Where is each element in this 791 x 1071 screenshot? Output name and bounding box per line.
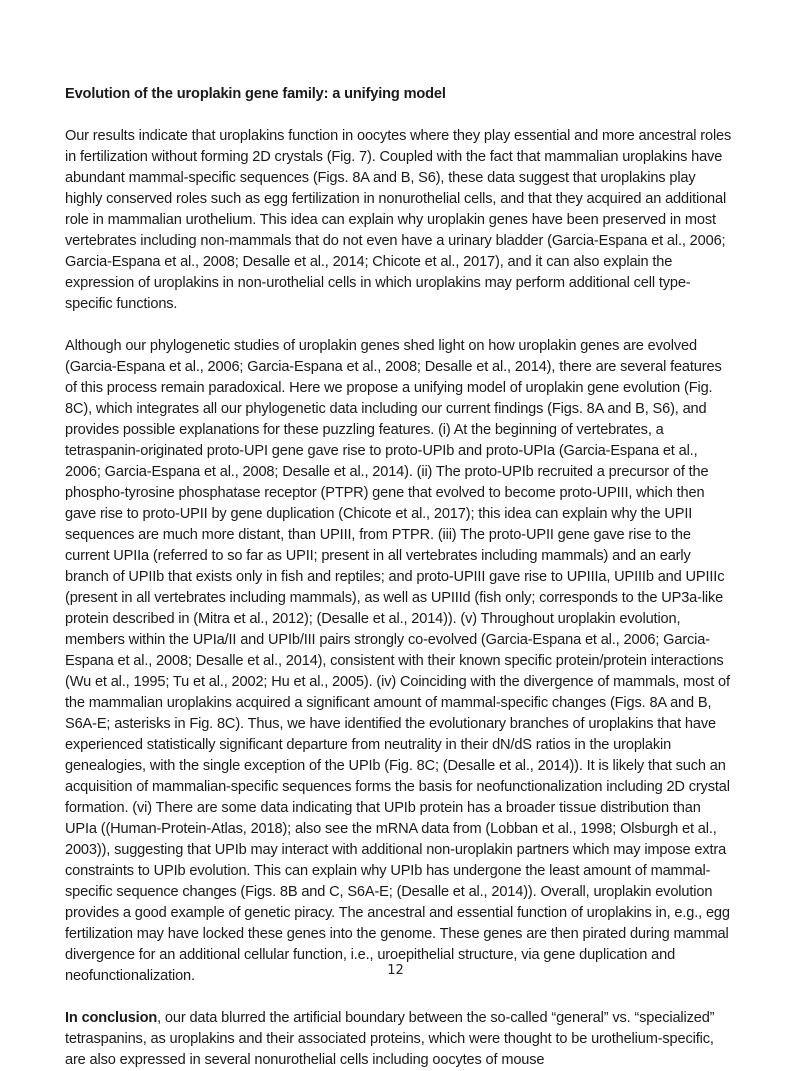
page-number: 12 bbox=[387, 963, 404, 978]
conclusion-paragraph bbox=[65, 1008, 733, 1071]
conclusion-text: , our data blurred the artificial boundary between the so-called “general” vs. “specialized” tetraspanins, as uroplakins and their associated proteins, which were thought to be urothelium-specific, are also expressed in several nonurothelial cells including oocytes of mouse bbox=[65, 1010, 715, 1068]
body-paragraph-2: Although our phylogenetic studies of uroplakin genes shed light on how uroplakin genes are evolved (Garcia-Espana et al., 2006; Garcia-Espana et al., 2008; Desalle et al., 2014), there are several features of this process remain paradoxical. Here we propose a unifying model of uroplakin gene evolution (Fig. 8C), which integrates all our phylogenetic data including our current findings (Figs. 8A and B, S6), and provides possible explanations for these puzzling features. (i) At the beginning of vertebrates, a tetraspanin-originated proto-UPI gene gave rise to proto-UPIb and proto-UPIa (Garcia-Espana et al., 2006; Garcia-Espana et al., 2008; Desalle et al., 2014). (ii) The proto-UPIb recruited a precursor of the phospho-tyrosine phosphatase receptor (PTPR) gene that evolved to become proto-UPIII, which then gave rise to proto-UPII by gene duplication (Chicote et al., 2017); this idea can explain why the UPII sequences are much more distant, than UPIII, from PTPR. (iii) The proto-UPII gene gave rise to the current UPIIa (referred to so far as UPII; present in all vertebrates including mammals) and an early branch of UPIIb that exists only in fish and reptiles; and proto-UPIII gave rise to UPIIIa, UPIIIb and UPIIIc (present in all vertebrates including mammals), as well as UPIIId (fish only; corresponds to the UP3a-like protein described in (Mitra et al., 2012); (Desalle et al., 2014)). (v) Throughout uroplakin evolution, members within the UPIa/II and UPIb/III pairs strongly co-evolved (Garcia-Espana et al., 2006; Garcia-Espana et al., 2008; Desalle et al., 2014), consistent with their known specific protein/protein interactions (Wu et al., 1995; Tu et al., 2002; Hu et al., 2005). (iv) Coinciding with the divergence of mammals, most of the mammalian uroplakins acquired a significant amount of mammal-specific changes (Figs. 8A and B, S6A-E; asterisks in Fig. 8C). Thus, we have identified the evolutionary branches of uroplakins that have experienced statistically significant departure from neutrality in their dN/dS ratios in the uroplakin genealogies, with the single exception of the UPIb (Fig. 8C; (Desalle et al., 2014)). It is likely that such an acquisition of mammalian-specific sequences forms the basis for neofunctionalization including 2D crystal formation. (vi) There are some data indicating that UPIb protein has a broader tissue distribution than UPIa ((Human-Protein-Atlas, 2018); also see the mRNA data from (Lobban et al., 1998; Olsburgh et al., 2003)), suggesting that UPIb may interact with additional non-uroplakin partners which may impose extra constraints to UPIb evolution. This can explain why UPIb has undergone the least amount of mammal-specific sequence changes (Figs. 8B and C, S6A-E; (Desalle et al., 2014)). Overall, uroplakin evolution provides a good example of genetic piracy. The ancestral and essential function of uroplakins in, e.g., egg fertilization may have locked these genes into the genome. These genes are then pirated during mammal divergence for an additional cellular function, i.e., uroepithelial structure, via gene duplication and neofunctionalization. bbox=[65, 338, 730, 984]
document-page bbox=[65, 84, 733, 1071]
section-heading: Evolution of the uroplakin gene family: a unifying model bbox=[65, 86, 446, 102]
conclusion-lead: In conclusion bbox=[65, 1010, 158, 1026]
body-paragraph-1: Our results indicate that uroplakins function in oocytes where they play essential and more ancestral roles in fertilization without forming 2D crystals (Fig. 7). Coupled with the fact that mammalian uroplakins have abundant mammal-specific sequences (Figs. 8A and B, S6), these data suggest that uroplakins play highly conserved roles such as egg fertilization in nonurothelial cells, and that they acquired an additional role in mammalian urothelium. This idea can explain why uroplakin genes have been preserved in most vertebrates including non-mammals that do not even have a urinary bladder (Garcia-Espana et al., 2006; Garcia-Espana et al., 2008; Desalle et al., 2014; Chicote et al., 2017), and it can also explain the expression of uroplakins in non-urothelial cells in which uroplakins may perform additional cell type-specific functions. bbox=[65, 128, 732, 312]
